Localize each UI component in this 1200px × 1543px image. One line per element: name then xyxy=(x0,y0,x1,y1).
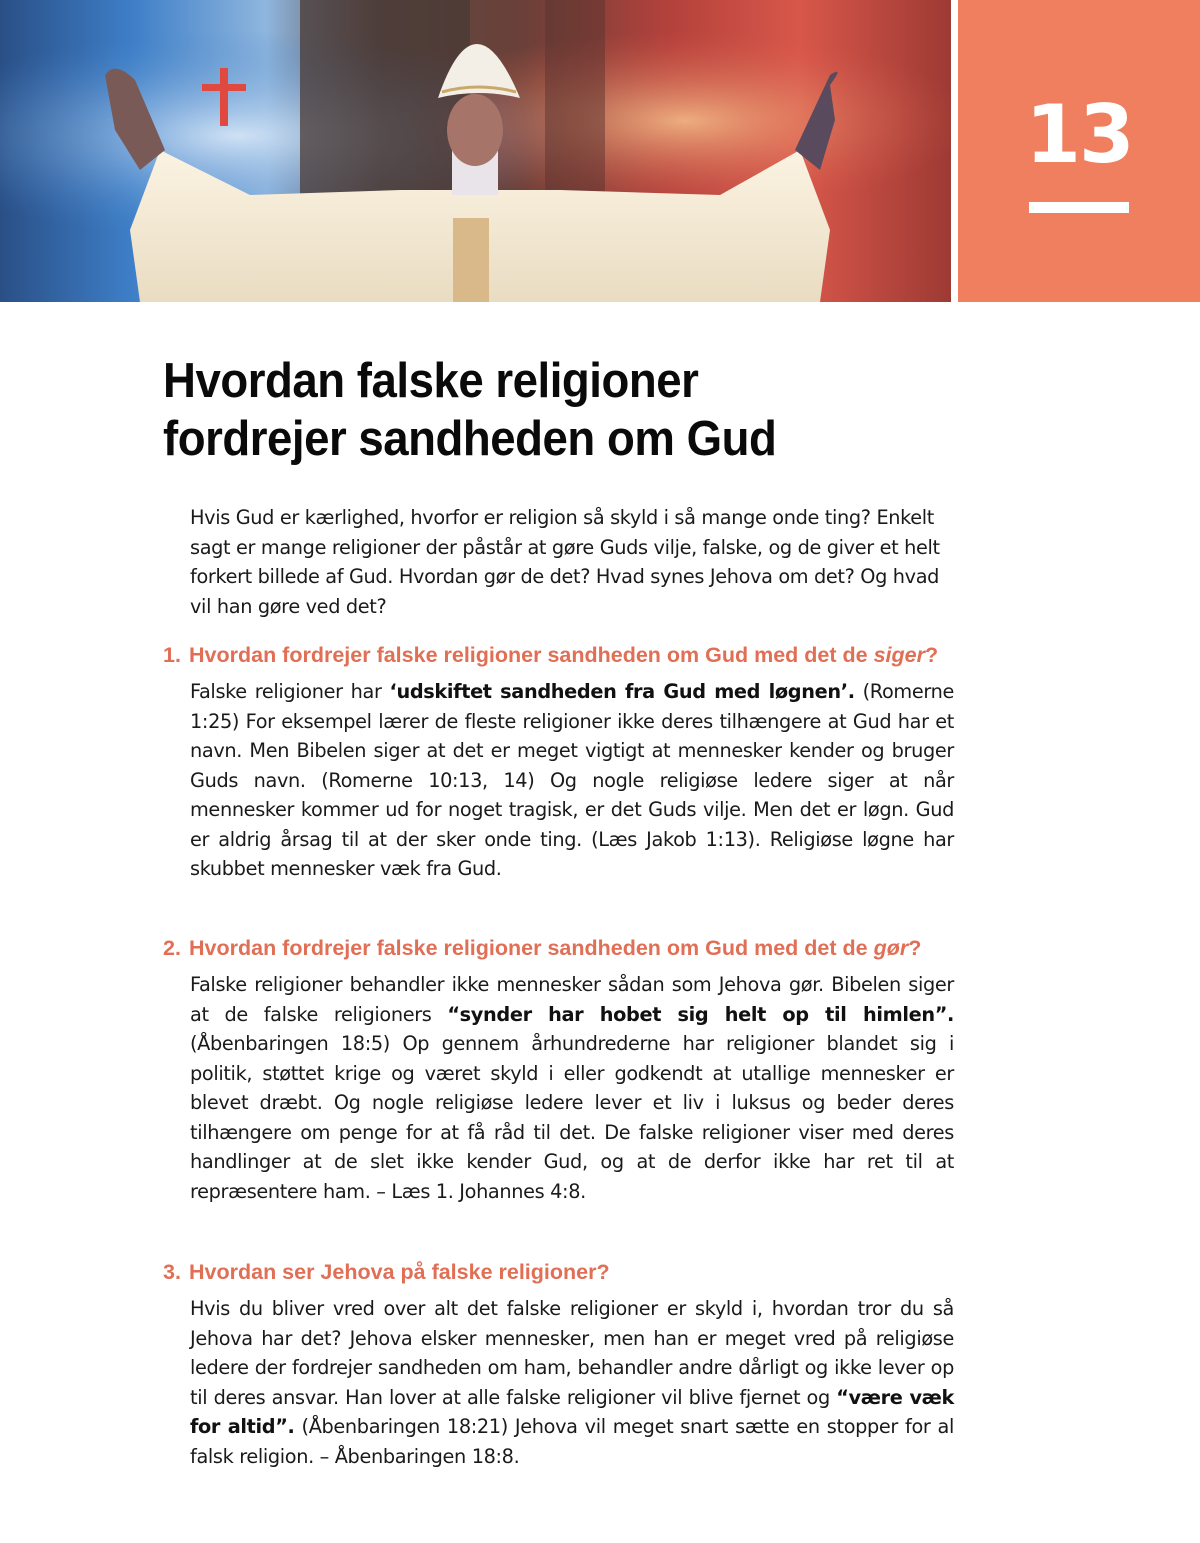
scripture-quote: ‘udskiftet sandheden fra Gud med løgnen’. xyxy=(389,680,855,703)
page-title-line-1: Hvordan falske religioner xyxy=(163,354,699,408)
page-title xyxy=(163,352,907,468)
question-heading xyxy=(163,641,963,670)
question-heading xyxy=(163,1258,963,1287)
question-text-main: Hvordan ser Jehova på falske religioner? xyxy=(189,1260,610,1284)
page-title-line-2: fordrejer sandheden om Gud xyxy=(163,412,777,466)
section-paragraph xyxy=(190,1294,954,1471)
question-number: 3. xyxy=(163,1260,181,1284)
question-emphasis: gør xyxy=(873,936,909,960)
scripture-quote: “synder har hobet sig helt op til himlen”. xyxy=(447,1002,954,1026)
paragraph-text: (Åbenbaringen 18:5) Op gennem århundrederne har religioner blandet sig i politik, støttet krige og været skyld i eller godkendt at utallige mennesker er blevet dræbt. Og nogle religiøse ledere lever et liv i luksus og beder deres tilhængere om penge for at få råd til det. De falske religioner viser med deres handlinger at de slet ikke kender Gud, og at de derfor ikke har ret til at repræsentere ham. – Læs 1. Johannes 4:8. xyxy=(190,1032,954,1203)
question-heading xyxy=(163,934,963,963)
question-text xyxy=(189,934,963,963)
question-emphasis: siger xyxy=(873,643,925,667)
question-text xyxy=(189,1258,963,1287)
question-number: 2. xyxy=(163,936,181,960)
paragraph-text: (Romerne 1:25) For eksempel lærer de fleste religioner ikke deres tilhængere at Gud har et navn. Men Bibelen siger at det er meget vigtigt at mennesker kender og bruger Guds navn. (Romerne 10:13, 14) Og nogle religiøse ledere siger at når mennesker kommer ud for noget tragisk, er det Guds vilje. Men det er løgn. Gud er aldrig årsag til at der sker onde ting. (Læs Jakob 1:13). Religiøse løgne har skubbet mennesker væk fra Gud. xyxy=(190,680,954,880)
paragraph-text: Falske religioner behandler ikke mennesker sådan som Jehova gør. Bibelen siger at de falske religioners xyxy=(190,973,954,1026)
question-mark: ? xyxy=(924,643,939,667)
section-3 xyxy=(163,1258,963,1471)
question-mark: ? xyxy=(908,936,922,960)
chapter-number: 13 xyxy=(1025,88,1133,181)
chapter-badge xyxy=(958,0,1200,302)
hero-illustration xyxy=(0,0,951,302)
question-text-main: Hvordan fordrejer falske religioner sandheden om Gud med det de xyxy=(189,936,874,960)
question-text-main: Hvordan fordrejer falske religioner sandheden om Gud med det de xyxy=(189,643,874,667)
section-1 xyxy=(163,641,963,884)
section-2 xyxy=(163,934,963,1206)
section-paragraph xyxy=(190,677,954,884)
section-paragraph xyxy=(190,970,954,1206)
hero-image xyxy=(0,0,951,302)
paragraph-text: (Åbenbaringen 18:21) Jehova vil meget snart sætte en stopper for al falsk religion. – Åbenbaringen 18:8. xyxy=(190,1415,954,1468)
intro-paragraph: Hvis Gud er kærlighed, hvorfor er religion så skyld i så mange onde ting? Enkelt sagt er mange religioner der påstår at gøre Guds vilje, falske, og de giver et helt forkert billede af Gud. Hvordan gør de det? Hvad synes Jehova om det? Og hvad vil han gøre ved det? xyxy=(190,506,940,618)
chapter-underline xyxy=(1029,202,1129,213)
question-number: 1. xyxy=(163,643,181,667)
paragraph-text: Hvis du bliver vred over alt det falske religioner er skyld i, hvordan tror du så Jehova har det? Jehova elsker mennesker, men han er meget vred på religiøse ledere der fordrejer sandheden om ham, behandler andre dårligt og ikke lever op til deres ansvar. Han lover at alle falske religioner vil blive fjernet og xyxy=(190,1297,954,1409)
question-text xyxy=(189,641,963,670)
paragraph-text: Falske religioner har xyxy=(190,680,390,703)
scripture-quote: “være væk for altid”. xyxy=(190,1385,954,1438)
